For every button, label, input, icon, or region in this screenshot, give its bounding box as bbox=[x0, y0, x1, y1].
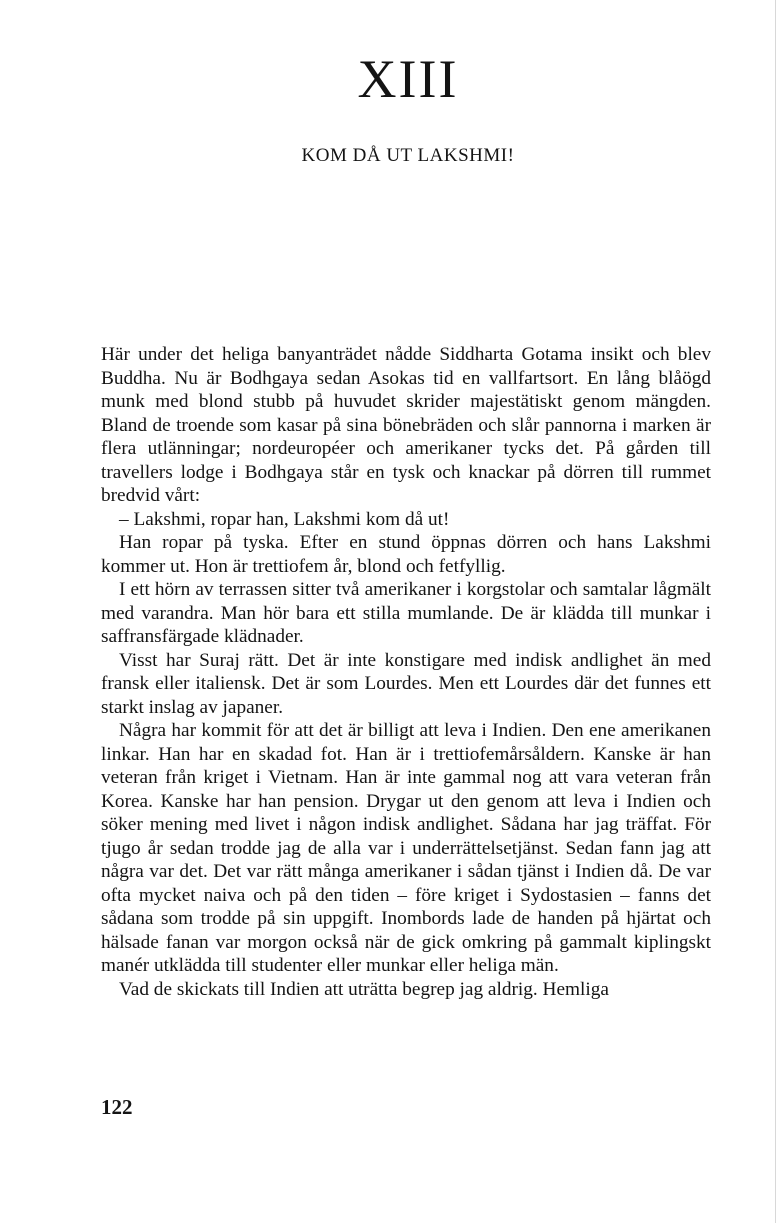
paragraph: – Lakshmi, ropar han, Lakshmi kom då ut! bbox=[119, 508, 450, 530]
paragraph: Vad de skickats till Indien att uträtta begrep jag aldrig. Hemliga bbox=[119, 978, 609, 1000]
chapter-number: XIII bbox=[357, 49, 459, 109]
paragraph: Några har kommit för att det är billigt att leva i Indien. Den ene amerikanen linkar. Han har en skadad fot. Han är i trettiofemårsåldern. Kanske är han veteran från kriget i Vietnam. Han är inte gammal nog att vara veteran från Korea. Kanske har han pension. Drygar ut den genom att leva i Indien och söker mening med livet i någon indisk andlighet. Sådana har jag träffat. För tjugo år sedan trodde jag de alla var i underrättelsetjänst. Sedan fann jag att några var det. Det var rätt många amerikaner i sådan tjänst i Indien då. De var ofta mycket naiva och på den tiden – före kriget i Sydostasien – fanns det sådana som trodde på sin uppgift. Inombords lade de handen på hjärtat och hälsade fanan var morgon också när de gick omkring på gammalt kiplingskt manér utklädda till studenter eller munkar eller heliga män. bbox=[101, 720, 711, 976]
paragraph: Här under det heliga banyanträdet nådde Siddharta Gotama insikt och blev Buddha. Nu är Bodhgaya sedan Asokas tid en vallfartsort. En lång blåögd munk med blond stubb på huvudet skrider majestätiskt genom mängden. Bland de troende som kasar på sina bönebräden och slår pannorna i marken är flera utlänningar; nordeuropéer och amerikaner tycks det. På gården till travellers lodge i Bodhgaya står en tysk och knackar på dörren till rummet bredvid vårt: bbox=[101, 344, 711, 506]
paragraph: I ett hörn av terrassen sitter två amerikaner i korgstolar och samtalar lågmält med varandra. Man hör bara ett stilla mumlande. De är klädda till munkar i saffransfärgade klädnader. bbox=[101, 579, 711, 647]
paragraph: Han ropar på tyska. Efter en stund öppnas dörren och hans Lakshmi kommer ut. Hon är trettiofem år, blond och fetfyllig. bbox=[101, 532, 711, 577]
body-text bbox=[101, 343, 711, 1001]
chapter-title: KOM DÅ UT LAKSHMI! bbox=[301, 145, 515, 166]
page-number: 122 bbox=[101, 1095, 133, 1119]
paragraph: Visst har Suraj rätt. Det är inte konstigare med indisk andlighet än med fransk eller italiensk. Det är som Lourdes. Men ett Lourdes där det funnes ett starkt inslag av japaner. bbox=[101, 649, 711, 718]
